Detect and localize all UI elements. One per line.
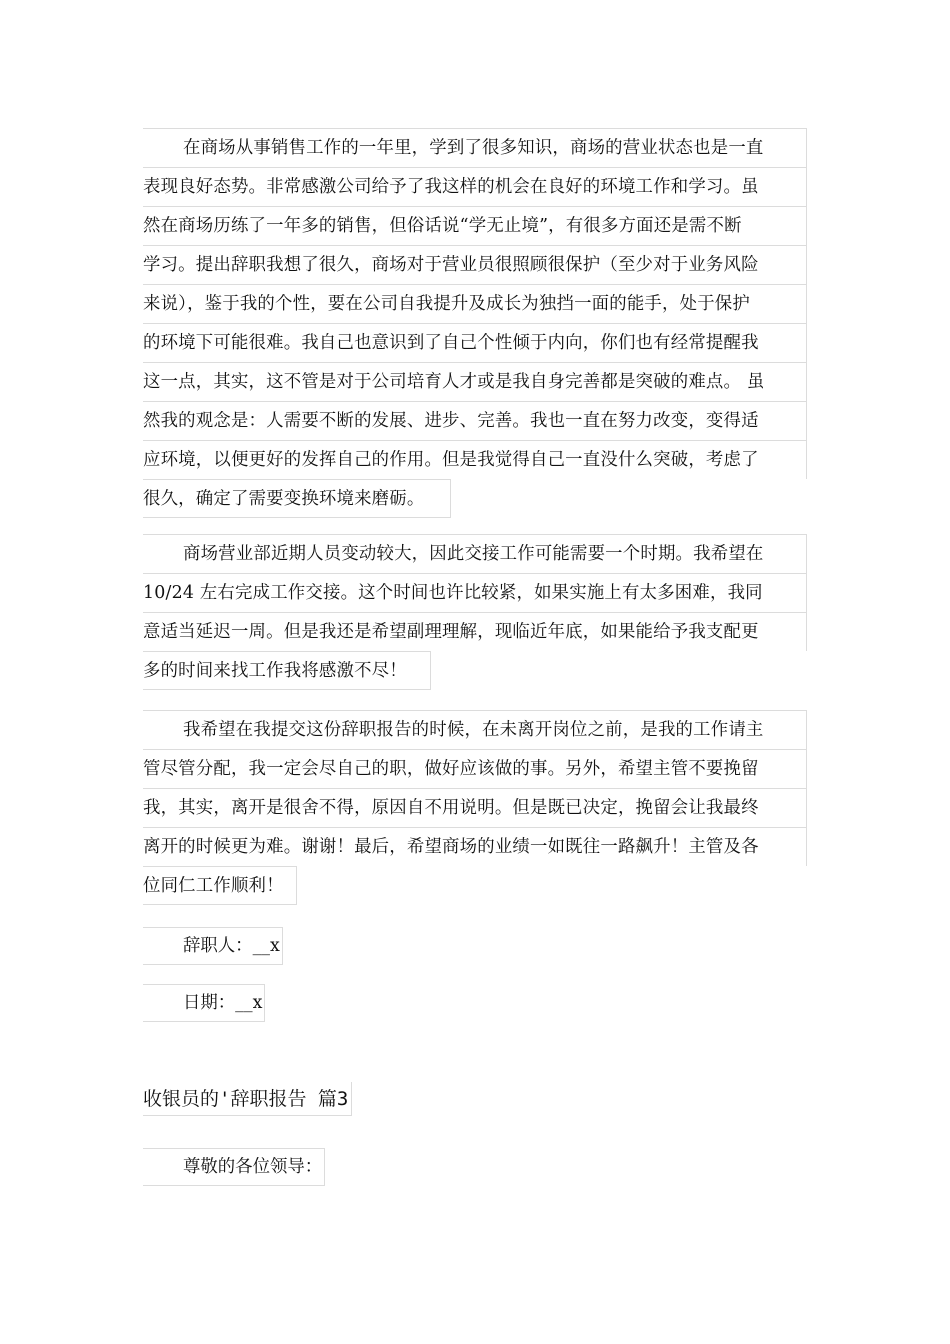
paragraph-line: 表现良好态势。非常感激公司给予了我这样的机会在良好的环境工作和学习。虽: [143, 167, 807, 206]
resigner-line: 辞职人：__x: [143, 927, 283, 965]
paragraph-2: [143, 534, 807, 694]
paragraph-line: 在商场从事销售工作的一年里，学到了很多知识，商场的营业状态也是一直: [143, 128, 807, 167]
paragraph-line: 的环境下可能很难。我自己也意识到了自己个性倾于内向，你们也有经常提醒我: [143, 323, 807, 362]
paragraph-line: 学习。提出辞职我想了很久，商场对于营业员很照顾很保护（至少对于业务风险: [143, 245, 807, 284]
paragraph-line: 管尽管分配，我一定会尽自己的职，做好应该做的事。另外，希望主管不要挽留: [143, 749, 807, 788]
paragraph-3: [143, 710, 807, 909]
section-heading: 收银员的'辞职报告 篇3: [143, 1082, 352, 1116]
salutation-line: 尊敬的各位领导：: [143, 1148, 325, 1186]
paragraph-line: 10/24 左右完成工作交接。这个时间也许比较紧，如果实施上有太多困难，我同: [143, 573, 807, 612]
paragraph-line: 多的时间来找工作我将感激不尽！: [143, 651, 431, 690]
paragraph-line: 离开的时候更为难。谢谢！最后，希望商场的业绩一如既往一路飙升！主管及各: [143, 827, 807, 866]
date-line: 日期：__x: [143, 984, 265, 1022]
paragraph-line: 意适当延迟一周。但是我还是希望副理理解，现临近年底，如果能给予我支配更: [143, 612, 807, 651]
paragraph-1: [143, 128, 807, 522]
paragraph-line: 我，其实，离开是很舍不得，原因自不用说明。但是既已决定，挽留会让我最终: [143, 788, 807, 827]
paragraph-line: 应环境，以便更好的发挥自己的作用。但是我觉得自己一直没什么突破，考虑了: [143, 440, 807, 479]
paragraph-line: 位同仁工作顺利！: [143, 866, 297, 905]
paragraph-line: 然在商场历练了一年多的销售，但俗话说“学无止境”，有很多方面还是需不断: [143, 206, 807, 245]
paragraph-line: 很久，确定了需要变换环境来磨砺。: [143, 479, 451, 518]
paragraph-line: 商场营业部近期人员变动较大，因此交接工作可能需要一个时期。我希望在: [143, 534, 807, 573]
paragraph-line: 然我的观念是：人需要不断的发展、进步、完善。我也一直在努力改变，变得适: [143, 401, 807, 440]
paragraph-line: 来说），鉴于我的个性，要在公司自我提升及成长为独挡一面的能手，处于保护: [143, 284, 807, 323]
paragraph-line: 我希望在我提交这份辞职报告的时候，在未离开岗位之前，是我的工作请主: [143, 710, 807, 749]
paragraph-line: 这一点，其实，这不管是对于公司培育人才或是我自身完善都是突破的难点。 虽: [143, 362, 807, 401]
